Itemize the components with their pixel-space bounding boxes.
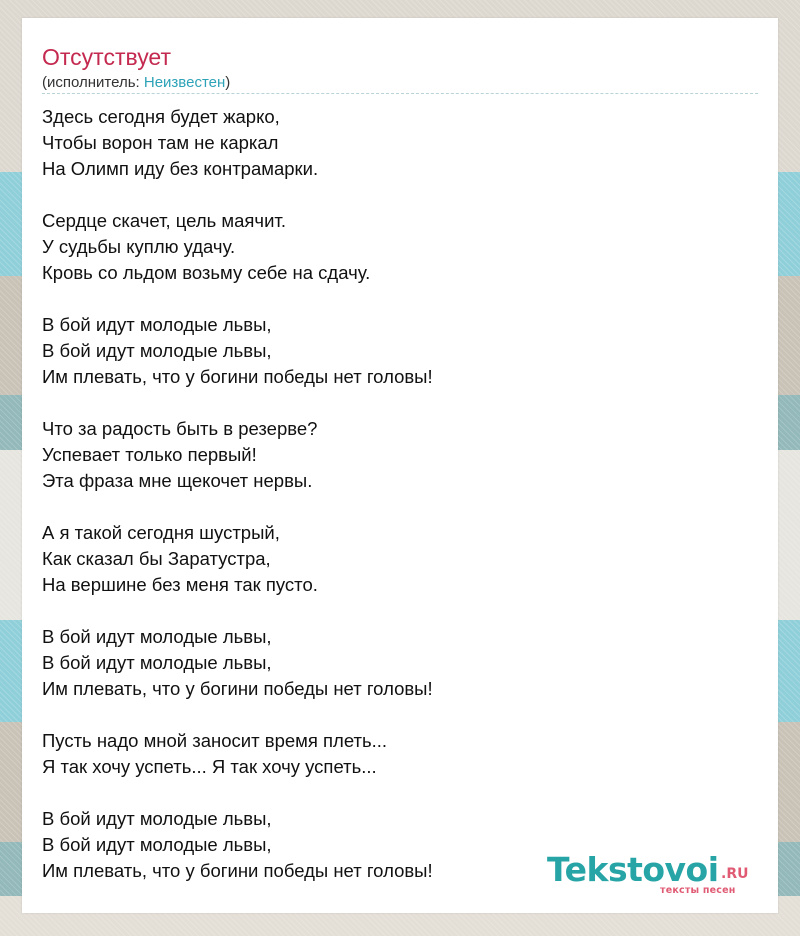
lyrics-card bbox=[22, 18, 778, 913]
lyric-line: В бой идут молодые львы, bbox=[42, 834, 272, 855]
title-divider bbox=[42, 93, 758, 94]
lyric-line: На Олимп иду без контрамарки. bbox=[42, 158, 319, 179]
logo-domain: .RU bbox=[721, 866, 749, 882]
song-title: Отсутствует bbox=[42, 44, 171, 70]
lyric-line: А я такой сегодня шустрый, bbox=[42, 522, 280, 543]
stanza bbox=[42, 104, 433, 182]
lyric-line: Эта фраза мне щекочет нервы. bbox=[42, 470, 313, 491]
lyric-line: В бой идут молодые львы, bbox=[42, 314, 272, 335]
lyric-line: Им плевать, что у богини победы нет головы! bbox=[42, 678, 433, 699]
artist-line bbox=[42, 74, 230, 92]
lyric-line: В бой идут молодые львы, bbox=[42, 808, 272, 829]
lyric-line: На вершине без меня так пусто. bbox=[42, 574, 318, 595]
logo-tagline: тексты песен bbox=[660, 885, 736, 896]
artist-prefix: (исполнитель: bbox=[42, 74, 144, 91]
stanza bbox=[42, 312, 433, 390]
lyric-line: Здесь сегодня будет жарко, bbox=[42, 106, 280, 127]
stanza bbox=[42, 416, 433, 494]
lyric-line: Чтобы ворон там не каркал bbox=[42, 132, 279, 153]
lyrics-body bbox=[42, 104, 433, 910]
stanza bbox=[42, 520, 433, 598]
stanza bbox=[42, 208, 433, 286]
logo-wordmark: Tekstovoi bbox=[547, 850, 719, 889]
stanza bbox=[42, 624, 433, 702]
lyric-line: В бой идут молодые львы, bbox=[42, 652, 272, 673]
lyric-line: Им плевать, что у богини победы нет головы! bbox=[42, 860, 433, 881]
lyric-line: Успевает только первый! bbox=[42, 444, 257, 465]
stanza bbox=[42, 806, 433, 884]
lyric-line: Кровь со льдом возьму себе на сдачу. bbox=[42, 262, 371, 283]
lyric-line: У судьбы куплю удачу. bbox=[42, 236, 236, 257]
lyric-line: Им плевать, что у богини победы нет головы! bbox=[42, 366, 433, 387]
lyric-line: В бой идут молодые львы, bbox=[42, 340, 272, 361]
artist-suffix: ) bbox=[225, 74, 231, 91]
lyric-line: Что за радость быть в резерве? bbox=[42, 418, 318, 439]
stanza bbox=[42, 728, 433, 780]
site-logo[interactable] bbox=[547, 850, 752, 898]
lyric-line: Как сказал бы Заратустра, bbox=[42, 548, 271, 569]
lyric-line: В бой идут молодые львы, bbox=[42, 626, 272, 647]
artist-link[interactable]: Неизвестен bbox=[143, 74, 226, 91]
lyric-line: Сердце скачет, цель маячит. bbox=[42, 210, 286, 231]
lyric-line: Я так хочу успеть... Я так хочу успеть... bbox=[42, 756, 377, 777]
lyric-line: Пусть надо мной заносит время плеть... bbox=[42, 730, 388, 751]
